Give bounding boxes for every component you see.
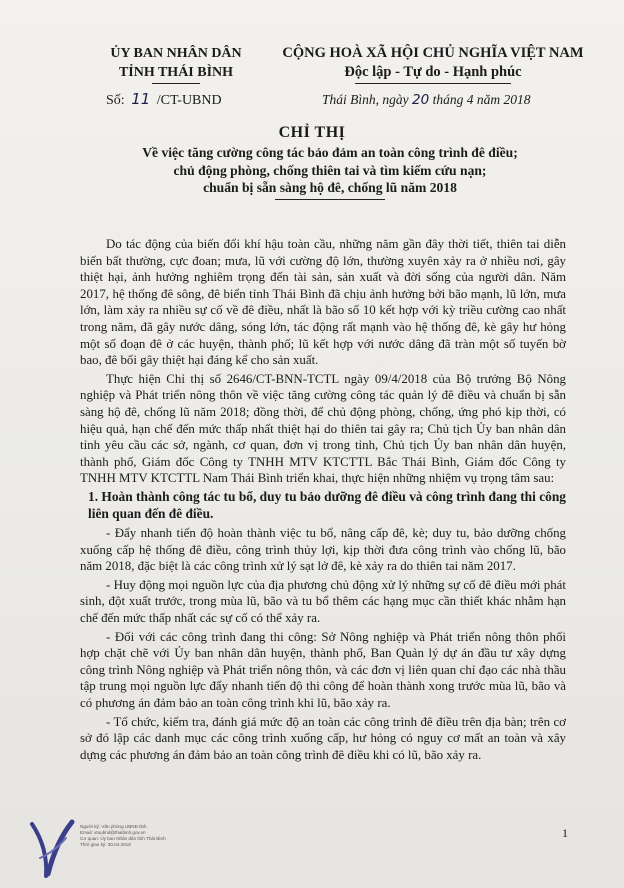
bullet-construction: - Đối với các công trình đang thi công: Sở Nông nghiệp và Phát triển nông thôn phối hợp chặt chẽ với Ủy ban nhân dân huyện, thành phố, Ban Quản lý dự án đầu tư xây dựng công trình Nông nghiệp và Phát triển nông thôn, và các đơn vị liên quan chỉ đạo các nhà thầu tập trung mọi nguồn lực đẩy nhanh tiến độ thi công để hoàn thành xong trước mùa lũ, bão và có phương án đảm bảo an toàn công trình khi lũ, bão xảy ra.: [80, 629, 566, 711]
issuing-agency: [96, 44, 256, 84]
number-prefix: Số:: [106, 93, 125, 108]
paragraph-context: Do tác động của biến đổi khí hậu toàn cầu, những năm gần đây thời tiết, thiên tai diễn biến bất thường, cực đoan; mưa, lũ với cường độ lớn, thường xuyên xảy ra ở nhiều nơi, gây thiệt hại, ảnh hưởng nghiêm trọng đến tài sản, sản xuất và đời sống của người dân. Năm 2017, hệ thống đê sông, đê biển tỉnh Thái Bình đã chịu ảnh hưởng bởi bão mạnh, lũ lớn, mưa lớn, làm xảy ra nhiều sự cố về đê điều, nhất là bão số 10 kết hợp với kỳ triều cường cao nhất trong năm, đã gây nước dâng, sóng lớn, tác động rất mạnh vào hệ thống đê, kè gây hư hỏng một số đoạn đê ở các huyện, thành phố; lũ kết hợp với nước dâng đã tràn một số tuyến bờ bao, đê bối gây thiệt hại đáng kể cho sản xuất.: [80, 237, 566, 368]
bullet-mobilize: - Huy động mọi nguồn lực của địa phương chủ động xử lý những sự cố đê điều mới phát sinh, đột xuất trước, trong mùa lũ, bão và tu bổ thêm các hạng mục cần thiết khác nhằm hạn chế đến mức thấp nhất các sự cố có thể xảy ra.: [80, 577, 566, 626]
subtitle-underline: [275, 199, 385, 200]
national-motto: [268, 44, 598, 84]
agency-line2: TỈNH THÁI BÌNH: [118, 65, 234, 80]
subtitle-line2: chủ động phòng, chống thiên tai và tìm kiếm cứu nạn;: [173, 162, 487, 178]
section-heading-1: 1. Hoàn thành công tác tu bổ, duy tu bảo dưỡng đê điều và công trình đang thi công liên quan đến đê điều.: [88, 488, 566, 521]
date-day: 20: [412, 92, 430, 108]
paragraph-directive: Thực hiện Chỉ thị số 2646/CT-BNN-TCTL ngày 09/4/2018 của Bộ trưởng Bộ Nông nghiệp và Phát triển nông thôn về việc tăng cường công tác quản lý đê điều và chuẩn bị sẵn sàng hộ đê, chống lũ năm 2018; đồng thời, để chủ động phòng, chống, ứng phó kịp thời, có hiệu quả, hạn chế đến mức thấp nhất thiệt hại do thiên tai gây ra; Chủ tịch Ủy ban nhân dân tỉnh yêu cầu các sở, ngành, cơ quan, đơn vị trong tỉnh, Chủ tịch Ủy ban nhân dân huyện, thành phố, Giám đốc Công ty TNHH MTV KTCTTL Bắc Thái Bình, Giám đốc Công ty TNHH MTV KTCTTL Nam Thái Bình triển khai, thực hiện những nhiệm vụ trọng tâm sau:: [80, 371, 566, 486]
signer-agency: Cơ quan: Ủy ban Nhân dân tỉnh Thái Bình: [80, 836, 166, 841]
subtitle-line1: Về việc tăng cường công tác bảo đảm an toàn công trình đê điều;: [142, 145, 518, 160]
agency-underline: [152, 83, 200, 84]
document-title: CHỈ THỊ: [278, 124, 346, 141]
motto-line2: Độc lập - Tự do - Hạnh phúc: [344, 64, 522, 80]
motto-line1: CỘNG HOÀ XÃ HỘI CHỦ NGHĨA VIỆT NAM: [282, 45, 584, 61]
signer: Người ký: Văn phòng UBND tỉnh: [80, 824, 147, 829]
signature-metadata: [80, 824, 190, 848]
date-prefix: Thái Bình, ngày: [322, 92, 409, 107]
motto-underline: [355, 83, 511, 84]
subtitle-line3: chuẩn bị sẵn sàng hộ đê, chống lũ năm 2018: [203, 180, 457, 195]
bullet-speed-up: - Đẩy nhanh tiến độ hoàn thành việc tu bổ, nâng cấp đê, kè; duy tu, bảo dưỡng chống xuống cấp hệ thống đê điều, công trình thủy lợi, kịp thời đưa công trình vào chống lũ, bão năm 2018, đặc biệt là các công trình xử lý sạt lở đê, kè xảy ra do thiên tai năm 2017.: [80, 526, 566, 574]
date-suffix: tháng 4 năm 2018: [432, 92, 531, 107]
number-value: 11: [131, 90, 151, 108]
document-number: [106, 90, 222, 109]
document-body: [80, 236, 566, 765]
document-subtitle: [120, 144, 540, 200]
number-suffix: /CT-UBND: [156, 93, 222, 108]
signer-email: Email: vtuubnd@thaibinh.gov.vn: [80, 830, 146, 835]
page-number: 1: [562, 826, 568, 840]
bullet-inspection: - Tổ chức, kiểm tra, đánh giá mức độ an toàn các công trình đê điều trên địa bàn; trên cơ sở đó lập các danh mục các công trình xuống cấp, hư hỏng có nguy cơ mất an toàn và xây dựng các phương án đảm bảo an toàn công trình đê điều khi có lũ, bão xảy ra.: [80, 714, 566, 762]
digital-signature-logo: [26, 818, 78, 885]
issue-date: [322, 92, 530, 108]
sign-time: Thời gian ký: 30.04.2018: [80, 842, 131, 847]
agency-line1: ỦY BAN NHÂN DÂN: [110, 46, 242, 61]
